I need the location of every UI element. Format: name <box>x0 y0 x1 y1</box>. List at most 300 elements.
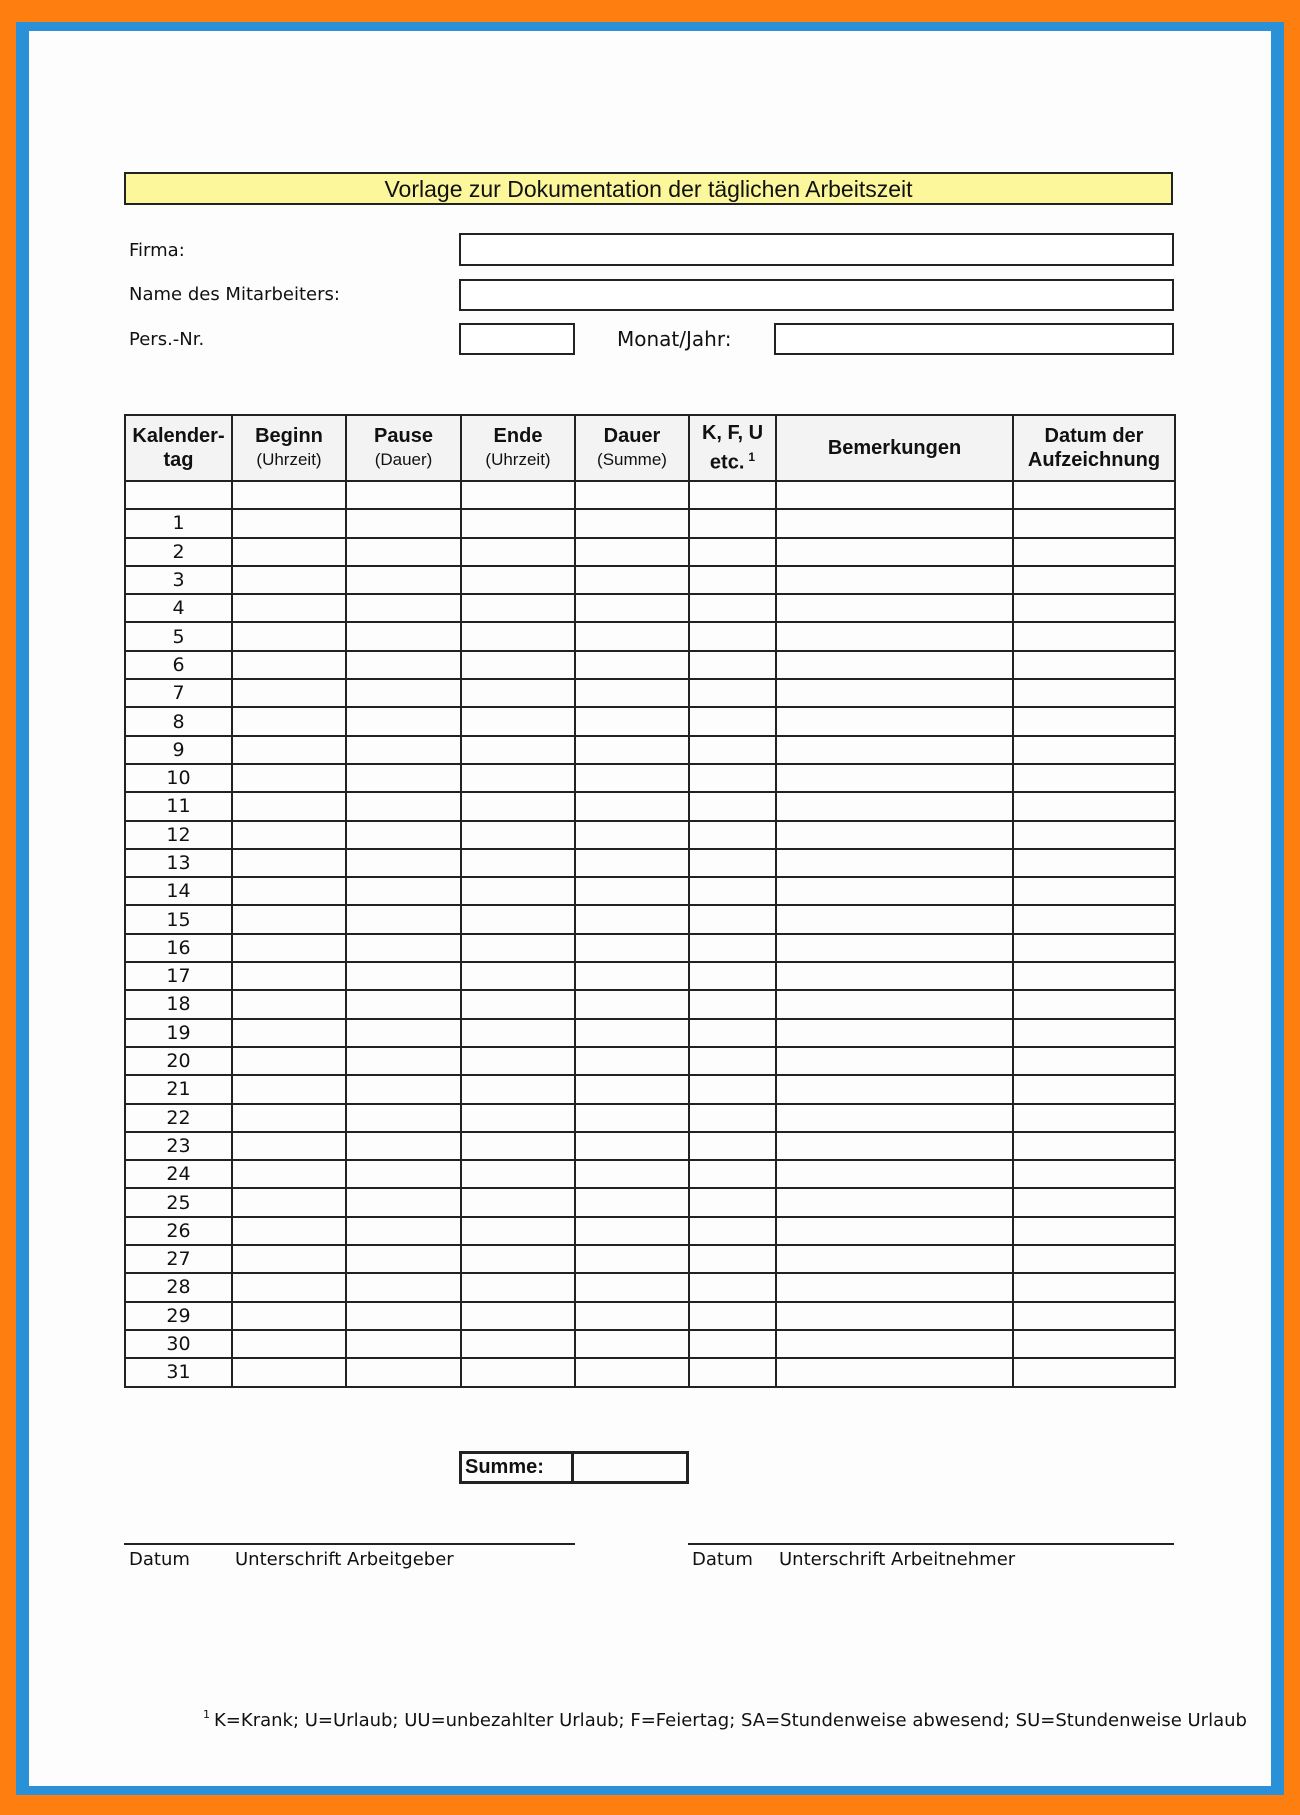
entry-cell[interactable] <box>232 736 346 764</box>
entry-cell[interactable] <box>1013 1330 1175 1358</box>
table-row <box>125 509 1175 537</box>
column-header <box>575 415 689 481</box>
table-row <box>125 905 1175 933</box>
column-header-label: Beginn <box>255 425 323 447</box>
entry-cell[interactable] <box>232 1358 346 1386</box>
kalendertag-cell: 22 <box>125 1104 232 1132</box>
table-row <box>125 849 1175 877</box>
kalendertag-cell: 3 <box>125 566 232 594</box>
entry-cell[interactable] <box>689 736 776 764</box>
kalendertag-cell: 24 <box>125 1160 232 1188</box>
entry-cell[interactable] <box>1013 849 1175 877</box>
entry-cell[interactable] <box>575 1245 689 1273</box>
entry-cell[interactable] <box>689 764 776 792</box>
entry-cell[interactable] <box>232 1104 346 1132</box>
entry-cell[interactable] <box>689 1245 776 1273</box>
entry-cell[interactable] <box>776 538 1013 566</box>
entry-cell[interactable] <box>776 679 1013 707</box>
kalendertag-cell: 21 <box>125 1075 232 1103</box>
entry-cell[interactable] <box>461 736 575 764</box>
entry-cell[interactable] <box>461 792 575 820</box>
entry-cell[interactable] <box>232 1160 346 1188</box>
entry-cell[interactable] <box>689 821 776 849</box>
entry-cell[interactable] <box>776 481 1013 509</box>
entry-cell[interactable] <box>1013 1160 1175 1188</box>
kalendertag-cell: 1 <box>125 509 232 537</box>
entry-cell[interactable] <box>776 1132 1013 1160</box>
entry-cell[interactable] <box>346 877 461 905</box>
table-row <box>125 594 1175 622</box>
entry-cell[interactable] <box>461 821 575 849</box>
entry-cell[interactable] <box>575 1217 689 1245</box>
entry-cell[interactable] <box>575 538 689 566</box>
entry-cell[interactable] <box>689 566 776 594</box>
kalendertag-cell: 26 <box>125 1217 232 1245</box>
entry-cell[interactable] <box>689 1217 776 1245</box>
entry-cell[interactable] <box>232 1302 346 1330</box>
entry-cell[interactable] <box>232 566 346 594</box>
entry-cell[interactable] <box>575 622 689 650</box>
table-row <box>125 1330 1175 1358</box>
entry-cell[interactable] <box>1013 481 1175 509</box>
entry-cell[interactable] <box>776 934 1013 962</box>
entry-cell[interactable] <box>689 1047 776 1075</box>
entry-cell[interactable] <box>689 934 776 962</box>
entry-cell[interactable] <box>776 1019 1013 1047</box>
entry-cell[interactable] <box>575 1330 689 1358</box>
entry-cell[interactable] <box>575 792 689 820</box>
entry-cell[interactable] <box>575 1047 689 1075</box>
entry-cell[interactable] <box>232 594 346 622</box>
entry-cell[interactable] <box>689 622 776 650</box>
table-row <box>125 990 1175 1018</box>
entry-cell[interactable] <box>776 1273 1013 1301</box>
entry-cell[interactable] <box>232 1273 346 1301</box>
entry-cell[interactable] <box>232 651 346 679</box>
entry-cell[interactable] <box>575 1075 689 1103</box>
entry-cell[interactable] <box>461 1188 575 1216</box>
entry-cell[interactable] <box>346 566 461 594</box>
entry-cell[interactable] <box>1013 764 1175 792</box>
entry-cell[interactable] <box>461 1104 575 1132</box>
entry-cell[interactable] <box>575 1019 689 1047</box>
entry-cell[interactable] <box>776 1188 1013 1216</box>
entry-cell[interactable] <box>346 594 461 622</box>
entry-cell[interactable] <box>346 1273 461 1301</box>
entry-cell[interactable] <box>575 877 689 905</box>
entry-cell[interactable] <box>461 990 575 1018</box>
entry-cell[interactable] <box>1013 1132 1175 1160</box>
entry-cell[interactable] <box>1013 1273 1175 1301</box>
entry-cell[interactable] <box>346 849 461 877</box>
entry-cell[interactable] <box>776 764 1013 792</box>
mitarbeiter-name-field[interactable] <box>459 279 1174 311</box>
entry-cell[interactable] <box>1013 1075 1175 1103</box>
kalendertag-cell: 31 <box>125 1358 232 1386</box>
entry-cell[interactable] <box>689 877 776 905</box>
entry-cell[interactable] <box>346 905 461 933</box>
entry-cell[interactable] <box>346 1358 461 1386</box>
entry-cell[interactable] <box>689 1273 776 1301</box>
entry-cell[interactable] <box>461 849 575 877</box>
kalendertag-cell: 9 <box>125 736 232 764</box>
entry-cell[interactable] <box>776 651 1013 679</box>
entry-cell[interactable] <box>232 877 346 905</box>
entry-cell[interactable] <box>1013 934 1175 962</box>
kalendertag-cell: 14 <box>125 877 232 905</box>
entry-cell[interactable] <box>1013 905 1175 933</box>
entry-cell[interactable] <box>776 1245 1013 1273</box>
entry-cell[interactable] <box>776 622 1013 650</box>
entry-cell[interactable] <box>776 1217 1013 1245</box>
entry-cell[interactable] <box>575 1188 689 1216</box>
entry-cell[interactable] <box>575 679 689 707</box>
entry-cell[interactable] <box>461 1047 575 1075</box>
persnr-field[interactable] <box>459 323 575 355</box>
entry-cell[interactable] <box>776 849 1013 877</box>
entry-cell[interactable] <box>1013 622 1175 650</box>
entry-cell[interactable] <box>1013 651 1175 679</box>
entry-cell[interactable] <box>776 1302 1013 1330</box>
entry-cell[interactable] <box>346 707 461 735</box>
unterschrift-arbeitgeber-label: Unterschrift Arbeitgeber <box>235 1549 454 1570</box>
entry-cell[interactable] <box>575 1132 689 1160</box>
entry-cell[interactable] <box>1013 1104 1175 1132</box>
kalendertag-cell <box>125 481 232 509</box>
kalendertag-cell: 16 <box>125 934 232 962</box>
entry-cell[interactable] <box>232 538 346 566</box>
entry-cell[interactable] <box>461 1358 575 1386</box>
table-row <box>125 764 1175 792</box>
entry-cell[interactable] <box>346 934 461 962</box>
table-row <box>125 934 1175 962</box>
entry-cell[interactable] <box>346 509 461 537</box>
kalendertag-cell: 4 <box>125 594 232 622</box>
column-header <box>689 415 776 481</box>
entry-cell[interactable] <box>776 736 1013 764</box>
entry-cell[interactable] <box>461 1273 575 1301</box>
entry-cell[interactable] <box>689 1104 776 1132</box>
entry-cell[interactable] <box>776 990 1013 1018</box>
entry-cell[interactable] <box>776 1330 1013 1358</box>
kalendertag-cell: 5 <box>125 622 232 650</box>
entry-cell[interactable] <box>461 764 575 792</box>
entry-cell[interactable] <box>461 594 575 622</box>
entry-cell[interactable] <box>776 707 1013 735</box>
entry-cell[interactable] <box>689 792 776 820</box>
kalendertag-cell: 2 <box>125 538 232 566</box>
entry-cell[interactable] <box>461 1160 575 1188</box>
table-row <box>125 1132 1175 1160</box>
column-header-sublabel: (Uhrzeit) <box>485 450 551 469</box>
entry-cell[interactable] <box>461 651 575 679</box>
entry-cell[interactable] <box>346 821 461 849</box>
entry-cell[interactable] <box>461 1075 575 1103</box>
persnr-label: Pers.-Nr. <box>129 329 205 350</box>
entry-cell[interactable] <box>575 962 689 990</box>
entry-cell[interactable] <box>1013 990 1175 1018</box>
entry-cell[interactable] <box>689 651 776 679</box>
entry-cell[interactable] <box>346 1188 461 1216</box>
firma-field[interactable] <box>459 233 1174 266</box>
entry-cell[interactable] <box>575 849 689 877</box>
entry-cell[interactable] <box>575 594 689 622</box>
entry-cell[interactable] <box>1013 1217 1175 1245</box>
column-header <box>776 415 1013 481</box>
entry-cell[interactable] <box>461 1132 575 1160</box>
kalendertag-cell: 25 <box>125 1188 232 1216</box>
entry-cell[interactable] <box>575 764 689 792</box>
entry-cell[interactable] <box>575 566 689 594</box>
entry-cell[interactable] <box>346 962 461 990</box>
footnote <box>203 1708 1247 1731</box>
entry-cell[interactable] <box>689 849 776 877</box>
kalendertag-cell: 29 <box>125 1302 232 1330</box>
column-header-label: Dauer <box>603 425 661 447</box>
entry-cell[interactable] <box>776 566 1013 594</box>
entry-cell[interactable] <box>575 1302 689 1330</box>
entry-cell[interactable] <box>1013 792 1175 820</box>
table-row <box>125 566 1175 594</box>
entry-cell[interactable] <box>689 594 776 622</box>
column-header-sublabel: (Dauer) <box>374 450 433 469</box>
entry-cell[interactable] <box>689 962 776 990</box>
entry-cell[interactable] <box>575 905 689 933</box>
entry-cell[interactable] <box>346 1132 461 1160</box>
entry-cell[interactable] <box>232 821 346 849</box>
entry-cell[interactable] <box>346 651 461 679</box>
table-row <box>125 877 1175 905</box>
table-row <box>125 707 1175 735</box>
entry-cell[interactable] <box>232 764 346 792</box>
table-row <box>125 1188 1175 1216</box>
column-header <box>232 415 346 481</box>
entry-cell[interactable] <box>776 1160 1013 1188</box>
entry-cell[interactable] <box>1013 736 1175 764</box>
entry-cell[interactable] <box>1013 962 1175 990</box>
arbeitszeit-table <box>124 414 1176 1388</box>
entry-cell[interactable] <box>689 1188 776 1216</box>
entry-cell[interactable] <box>461 934 575 962</box>
entry-cell[interactable] <box>346 1160 461 1188</box>
footnote-text: K=Krank; U=Urlaub; UU=unbezahlter Urlaub; F=Feiertag; SA=Stundenweise abwesend; SU=Stundenweise Urlaub <box>214 1710 1247 1731</box>
kalendertag-cell: 10 <box>125 764 232 792</box>
entry-cell[interactable] <box>346 1217 461 1245</box>
entry-cell[interactable] <box>461 877 575 905</box>
entry-cell[interactable] <box>1013 707 1175 735</box>
entry-cell[interactable] <box>461 622 575 650</box>
unterschrift-arbeitnehmer-label: Unterschrift Arbeitnehmer <box>779 1549 1016 1570</box>
entry-cell[interactable] <box>232 1330 346 1358</box>
entry-cell[interactable] <box>575 509 689 537</box>
entry-cell[interactable] <box>689 1302 776 1330</box>
entry-cell[interactable] <box>346 736 461 764</box>
entry-cell[interactable] <box>776 905 1013 933</box>
kalendertag-cell: 23 <box>125 1132 232 1160</box>
entry-cell[interactable] <box>346 1330 461 1358</box>
entry-cell[interactable] <box>1013 821 1175 849</box>
entry-cell[interactable] <box>1013 566 1175 594</box>
kalendertag-cell: 13 <box>125 849 232 877</box>
entry-cell[interactable] <box>776 594 1013 622</box>
entry-cell[interactable] <box>689 679 776 707</box>
entry-cell[interactable] <box>461 509 575 537</box>
entry-cell[interactable] <box>346 1075 461 1103</box>
entry-cell[interactable] <box>1013 538 1175 566</box>
entry-cell[interactable] <box>346 1302 461 1330</box>
entry-cell[interactable] <box>776 1104 1013 1132</box>
entry-cell[interactable] <box>232 509 346 537</box>
entry-cell[interactable] <box>232 934 346 962</box>
entry-cell[interactable] <box>346 1047 461 1075</box>
entry-cell[interactable] <box>776 821 1013 849</box>
entry-cell[interactable] <box>575 1160 689 1188</box>
entry-cell[interactable] <box>461 1302 575 1330</box>
entry-cell[interactable] <box>232 481 346 509</box>
kalendertag-cell: 28 <box>125 1273 232 1301</box>
entry-cell[interactable] <box>575 1273 689 1301</box>
entry-cell[interactable] <box>346 481 461 509</box>
entry-cell[interactable] <box>1013 1245 1175 1273</box>
table-row <box>125 1047 1175 1075</box>
table-row <box>125 622 1175 650</box>
entry-cell[interactable] <box>689 1330 776 1358</box>
entry-cell[interactable] <box>689 538 776 566</box>
entry-cell[interactable] <box>575 1104 689 1132</box>
entry-cell[interactable] <box>1013 594 1175 622</box>
entry-cell[interactable] <box>575 481 689 509</box>
entry-cell[interactable] <box>776 509 1013 537</box>
column-header-label: K, F, U etc. <box>701 422 764 474</box>
kalendertag-cell: 18 <box>125 990 232 1018</box>
footnote-reference: 1 <box>748 450 756 465</box>
entry-cell[interactable] <box>776 1047 1013 1075</box>
entry-cell[interactable] <box>232 990 346 1018</box>
table-row <box>125 792 1175 820</box>
entry-cell[interactable] <box>689 1132 776 1160</box>
entry-cell[interactable] <box>776 1358 1013 1386</box>
entry-cell[interactable] <box>346 622 461 650</box>
entry-cell[interactable] <box>232 1188 346 1216</box>
kalendertag-cell: 12 <box>125 821 232 849</box>
summe-label: Summe: <box>459 1451 574 1484</box>
document-title: Vorlage zur Dokumentation der täglichen Arbeitszeit <box>124 172 1173 205</box>
entry-cell[interactable] <box>689 990 776 1018</box>
entry-cell[interactable] <box>1013 1358 1175 1386</box>
entry-cell[interactable] <box>461 1019 575 1047</box>
entry-cell[interactable] <box>689 707 776 735</box>
entry-cell[interactable] <box>776 792 1013 820</box>
entry-cell[interactable] <box>232 679 346 707</box>
entry-cell[interactable] <box>689 1358 776 1386</box>
table-row <box>125 481 1175 509</box>
entry-cell[interactable] <box>689 509 776 537</box>
entry-cell[interactable] <box>232 1245 346 1273</box>
entry-cell[interactable] <box>1013 679 1175 707</box>
entry-cell[interactable] <box>232 962 346 990</box>
entry-cell[interactable] <box>689 1019 776 1047</box>
entry-cell[interactable] <box>232 905 346 933</box>
entry-cell[interactable] <box>346 990 461 1018</box>
entry-cell[interactable] <box>461 679 575 707</box>
entry-cell[interactable] <box>346 1019 461 1047</box>
entry-cell[interactable] <box>689 481 776 509</box>
entry-cell[interactable] <box>232 1075 346 1103</box>
datum-label-left: Datum <box>129 1549 190 1570</box>
entry-cell[interactable] <box>776 962 1013 990</box>
entry-cell[interactable] <box>689 905 776 933</box>
entry-cell[interactable] <box>776 877 1013 905</box>
entry-cell[interactable] <box>575 707 689 735</box>
summe-field[interactable] <box>574 1451 689 1484</box>
table-row <box>125 1075 1175 1103</box>
entry-cell[interactable] <box>461 707 575 735</box>
table-row <box>125 1217 1175 1245</box>
entry-cell[interactable] <box>232 622 346 650</box>
entry-cell[interactable] <box>346 792 461 820</box>
entry-cell[interactable] <box>232 707 346 735</box>
entry-cell[interactable] <box>575 651 689 679</box>
monat-jahr-field[interactable] <box>774 323 1174 355</box>
entry-cell[interactable] <box>1013 1302 1175 1330</box>
entry-cell[interactable] <box>346 538 461 566</box>
entry-cell[interactable] <box>575 990 689 1018</box>
entry-cell[interactable] <box>575 1358 689 1386</box>
table-row <box>125 821 1175 849</box>
kalendertag-cell: 6 <box>125 651 232 679</box>
entry-cell[interactable] <box>575 736 689 764</box>
entry-cell[interactable] <box>232 849 346 877</box>
entry-cell[interactable] <box>461 538 575 566</box>
entry-cell[interactable] <box>461 1330 575 1358</box>
table-row <box>125 679 1175 707</box>
entry-cell[interactable] <box>689 1075 776 1103</box>
entry-cell[interactable] <box>461 905 575 933</box>
entry-cell[interactable] <box>689 1160 776 1188</box>
table-row <box>125 962 1175 990</box>
footnote-marker: 1 <box>203 1708 210 1721</box>
entry-cell[interactable] <box>346 1245 461 1273</box>
entry-cell[interactable] <box>461 962 575 990</box>
entry-cell[interactable] <box>232 792 346 820</box>
entry-cell[interactable] <box>1013 509 1175 537</box>
entry-cell[interactable] <box>1013 877 1175 905</box>
firma-label: Firma: <box>129 240 185 261</box>
entry-cell[interactable] <box>575 821 689 849</box>
column-header-label: Datum der Aufzeichnung <box>1027 425 1161 471</box>
column-header <box>461 415 575 481</box>
entry-cell[interactable] <box>461 481 575 509</box>
entry-cell[interactable] <box>232 1019 346 1047</box>
entry-cell[interactable] <box>1013 1188 1175 1216</box>
entry-cell[interactable] <box>461 1217 575 1245</box>
entry-cell[interactable] <box>461 566 575 594</box>
table-row <box>125 736 1175 764</box>
entry-cell[interactable] <box>1013 1047 1175 1075</box>
table-row <box>125 651 1175 679</box>
entry-cell[interactable] <box>1013 1019 1175 1047</box>
entry-cell[interactable] <box>776 1075 1013 1103</box>
entry-cell[interactable] <box>232 1047 346 1075</box>
kalendertag-cell: 15 <box>125 905 232 933</box>
entry-cell[interactable] <box>232 1132 346 1160</box>
entry-cell[interactable] <box>346 764 461 792</box>
entry-cell[interactable] <box>346 1104 461 1132</box>
entry-cell[interactable] <box>346 679 461 707</box>
entry-cell[interactable] <box>461 1245 575 1273</box>
entry-cell[interactable] <box>232 1217 346 1245</box>
entry-cell[interactable] <box>575 934 689 962</box>
